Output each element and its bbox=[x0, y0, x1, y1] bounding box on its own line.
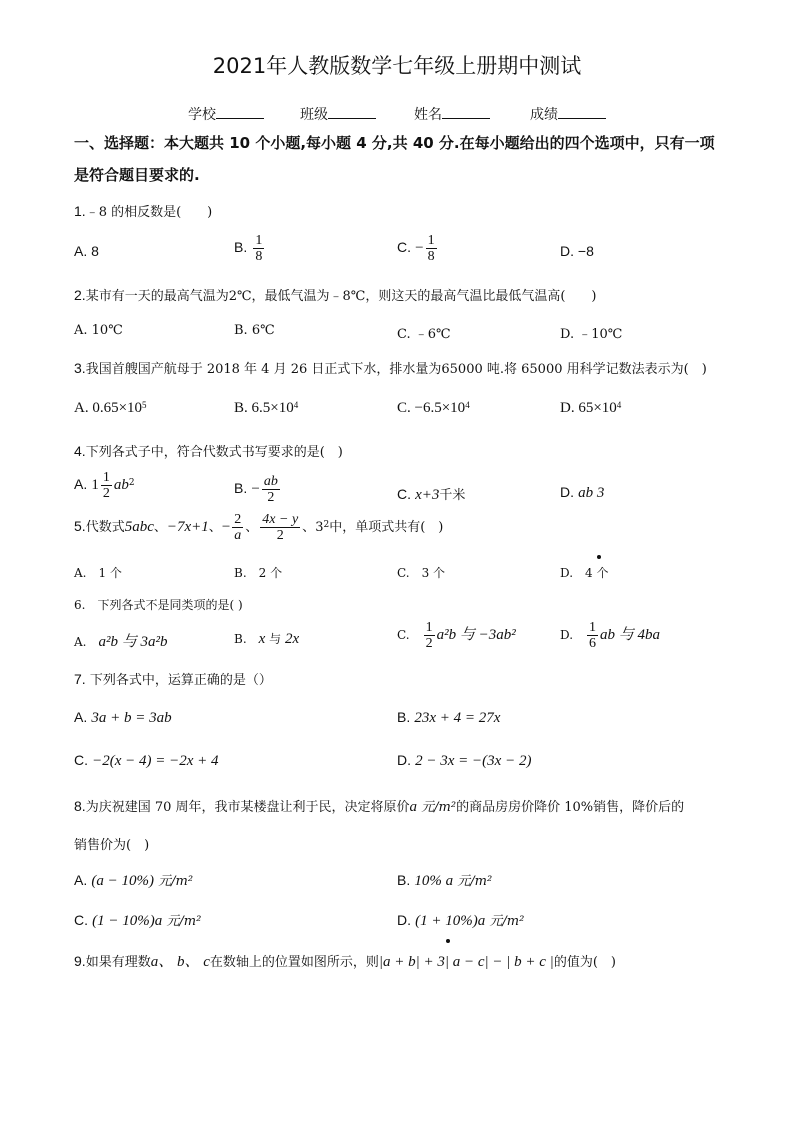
name-field[interactable]: 姓名 bbox=[414, 104, 490, 124]
section-heading-line1: 一、选择题：本大题共 10 个小题,每小题 4 分,共 40 分.在每小题给出的四个选项中，只有一项 bbox=[74, 134, 715, 152]
school-field[interactable]: 学校 bbox=[188, 104, 264, 124]
question-3: 3.我国首艘国产航母于 2018 年 4 月 26 日正式下水，排水量为65000 吨.将 65000 用科学记数法表示为( ) bbox=[74, 360, 707, 377]
q5-option-b[interactable]: B. 2 个 bbox=[234, 566, 283, 580]
question-6: 6. 下列各式不是同类项的是( ) bbox=[74, 598, 243, 612]
question-2: 2.某市有一天的最高气温为2℃，最低气温为﹣8℃，则这天的最高气温比最低气温高( ) bbox=[74, 287, 597, 304]
q4-option-a[interactable]: A. 1 $\frac{1}{2}$ $ab^2$ bbox=[74, 470, 135, 501]
q5-option-d[interactable]: D. 4 个 bbox=[560, 566, 609, 580]
q1-option-c[interactable]: C. − $\frac{1}{8}$ bbox=[397, 233, 435, 264]
score-field[interactable]: 成绩 bbox=[530, 104, 606, 124]
q7-option-a[interactable]: A. 3a + b = 3ab bbox=[74, 709, 172, 726]
q6-option-b[interactable]: B. x 与 2x bbox=[234, 631, 300, 647]
q8-option-b[interactable]: B. 10% a 元/m² bbox=[397, 872, 493, 889]
q2-option-d[interactable]: D. ﹣10℃ bbox=[560, 327, 623, 342]
section-heading-line2: 是符合题目要求的. bbox=[74, 166, 200, 184]
q8-option-c[interactable]: C. (1 − 10%)a 元/m² bbox=[74, 912, 202, 929]
q4-option-b[interactable]: B. − $\frac{ab}{2}$ bbox=[234, 474, 278, 505]
emphasis-dot bbox=[597, 555, 601, 559]
q2-option-a[interactable]: A. 10℃ bbox=[74, 323, 123, 338]
q5-option-c[interactable]: C. 3 个 bbox=[397, 566, 446, 580]
q4-option-c[interactable]: C. x+3千米 bbox=[397, 486, 466, 503]
q2-option-c[interactable]: C. ﹣6℃ bbox=[397, 327, 451, 342]
q7-option-c[interactable]: C. −2(x − 4) = −2x + 4 bbox=[74, 752, 219, 769]
q7-option-b[interactable]: B. 23x + 4 = 27x bbox=[397, 709, 501, 726]
q3-option-a[interactable]: A. $0.65\times 10^5$ bbox=[74, 400, 147, 416]
q1-option-d[interactable]: D. −8 bbox=[560, 243, 594, 259]
question-7: 7. 下列各式中，运算正确的是（） bbox=[74, 671, 272, 688]
class-field[interactable]: 班级 bbox=[300, 104, 376, 124]
q5-option-a[interactable]: A. 1 个 bbox=[74, 566, 122, 580]
q6-option-d[interactable]: D. $\frac{1}{6}$ ab 与 4ba bbox=[560, 620, 661, 651]
q7-option-d[interactable]: D. 2 − 3x = −(3x − 2) bbox=[397, 752, 532, 769]
question-4: 4.下列各式子中，符合代数式书写要求的是( ) bbox=[74, 443, 343, 460]
q8-option-d[interactable]: D. (1 + 10%)a 元/m² bbox=[397, 912, 525, 929]
emphasis-dot bbox=[446, 939, 450, 943]
q6-option-a[interactable]: A. a²b 与 3a²b bbox=[74, 634, 168, 650]
question-9: 9.如果有理数a、 b、 c在数轴上的位置如图所示，则|a + b| + 3| a − c| − | b + c |的值为( ) bbox=[74, 953, 616, 970]
question-5: 5.代数式5abc、−7x+1、− $\frac{2}{a}$ 、 $\frac{4x - y}{2}$ 、$3^2$中，单项式共有( ) bbox=[74, 512, 444, 543]
page-title: 2021年人教版数学七年级上册期中测试 bbox=[212, 54, 582, 78]
q4-option-d[interactable]: D. ab 3 bbox=[560, 484, 605, 501]
question-8-line2: 销售价为( ) bbox=[74, 838, 150, 853]
q2-option-b[interactable]: B. 6℃ bbox=[234, 323, 275, 338]
q1-option-a[interactable]: A. 8 bbox=[74, 243, 99, 259]
q8-option-a[interactable]: A. (a − 10%) 元/m² bbox=[74, 872, 194, 889]
q1-option-b[interactable]: B. $\frac{1}{8}$ bbox=[234, 233, 263, 264]
q6-option-c[interactable]: C. $\frac{1}{2}$ a²b 与 −3ab² bbox=[397, 620, 516, 651]
question-8-line1: 8.为庆祝建国 70 周年，我市某楼盘让利于民，决定将原价a 元/m²的商品房房价降价 10%销售，降价后的 bbox=[74, 798, 685, 815]
q3-option-b[interactable]: B. $6.5\times 10^4$ bbox=[234, 400, 299, 416]
q3-option-d[interactable]: D. $65\times 10^4$ bbox=[560, 400, 622, 416]
q3-option-c[interactable]: C. $-6.5\times 10^4$ bbox=[397, 400, 470, 416]
question-1: 1.﹣8 的相反数是( ) bbox=[74, 203, 213, 220]
